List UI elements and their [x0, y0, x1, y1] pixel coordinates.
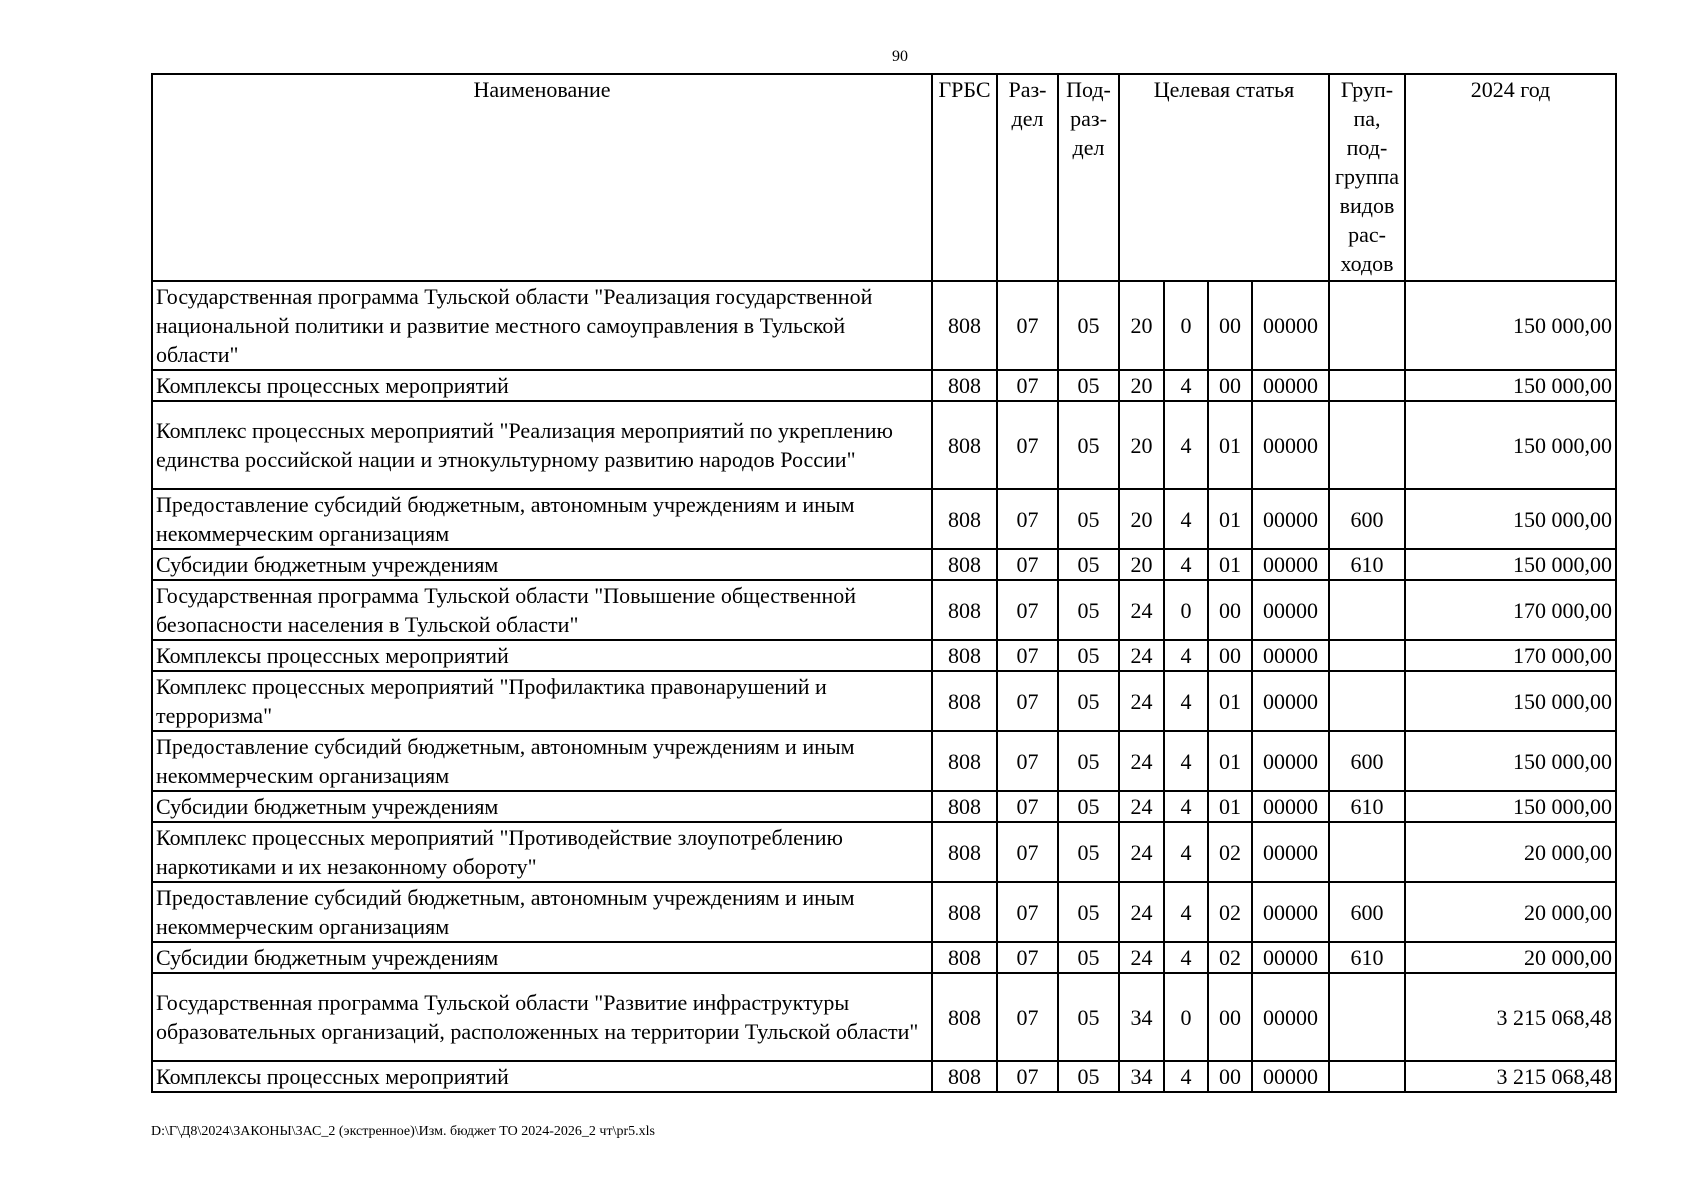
cell-cs2: 4 — [1164, 401, 1208, 489]
cell-razdel: 07 — [997, 640, 1058, 671]
cell-cs1: 24 — [1119, 791, 1164, 822]
cell-grbs: 808 — [932, 640, 997, 671]
cell-razdel: 07 — [997, 370, 1058, 401]
cell-razdel: 07 — [997, 489, 1058, 549]
cell-razdel: 07 — [997, 1061, 1058, 1092]
budget-table — [151, 73, 1617, 1093]
cell-cs4: 00000 — [1252, 640, 1329, 671]
cell-name: Предоставление субсидий бюджетным, автономным учреждениям и иным некоммерческим организациям — [152, 882, 932, 942]
cell-cs1: 24 — [1119, 640, 1164, 671]
cell-cs1: 34 — [1119, 1061, 1164, 1092]
table-row — [152, 489, 1616, 549]
table-row — [152, 882, 1616, 942]
table-row — [152, 640, 1616, 671]
cell-cs4: 00000 — [1252, 731, 1329, 791]
cell-podrazdel: 05 — [1058, 882, 1119, 942]
cell-grbs: 808 — [932, 1061, 997, 1092]
cell-amount: 20 000,00 — [1405, 942, 1616, 973]
cell-cs3: 00 — [1208, 281, 1252, 370]
cell-cs3: 00 — [1208, 973, 1252, 1061]
cell-name: Государственная программа Тульской области "Развитие инфраструктуры образовательных организаций, расположенных на территории Тульской области" — [152, 973, 932, 1061]
cell-cs1: 20 — [1119, 401, 1164, 489]
cell-cs4: 00000 — [1252, 549, 1329, 580]
cell-podrazdel: 05 — [1058, 370, 1119, 401]
cell-name: Предоставление субсидий бюджетным, автономным учреждениям и иным некоммерческим организациям — [152, 489, 932, 549]
cell-grbs: 808 — [932, 671, 997, 731]
cell-cs2: 4 — [1164, 731, 1208, 791]
cell-amount: 3 215 068,48 — [1405, 973, 1616, 1061]
header-year: 2024 год — [1405, 74, 1616, 281]
cell-cs3: 01 — [1208, 671, 1252, 731]
cell-vr — [1329, 580, 1405, 640]
cell-podrazdel: 05 — [1058, 942, 1119, 973]
cell-podrazdel: 05 — [1058, 281, 1119, 370]
cell-vr — [1329, 401, 1405, 489]
cell-grbs: 808 — [932, 580, 997, 640]
cell-cs3: 00 — [1208, 580, 1252, 640]
header-group: Груп-па, под-группа видов рас-ходов — [1329, 74, 1405, 281]
cell-cs2: 0 — [1164, 973, 1208, 1061]
cell-cs2: 4 — [1164, 1061, 1208, 1092]
cell-name: Комплекс процессных мероприятий "Реализация мероприятий по укреплению единства российской нации и этнокультурному развитию народов России" — [152, 401, 932, 489]
cell-vr — [1329, 370, 1405, 401]
header-target: Целевая статья — [1119, 74, 1329, 281]
cell-name: Комплекс процессных мероприятий "Противодействие злоупотреблению наркотиками и их незаконному обороту" — [152, 822, 932, 882]
cell-podrazdel: 05 — [1058, 489, 1119, 549]
cell-razdel: 07 — [997, 401, 1058, 489]
cell-podrazdel: 05 — [1058, 580, 1119, 640]
cell-cs3: 02 — [1208, 942, 1252, 973]
cell-cs3: 01 — [1208, 549, 1252, 580]
cell-name: Субсидии бюджетным учреждениям — [152, 791, 932, 822]
table-body — [152, 281, 1616, 1092]
cell-name: Государственная программа Тульской области "Реализация государственной национальной политики и развитие местного самоуправления в Тульской области" — [152, 281, 932, 370]
cell-cs2: 0 — [1164, 580, 1208, 640]
cell-razdel: 07 — [997, 281, 1058, 370]
cell-razdel: 07 — [997, 882, 1058, 942]
header-name: Наименование — [152, 74, 932, 281]
cell-amount: 150 000,00 — [1405, 791, 1616, 822]
cell-vr: 600 — [1329, 489, 1405, 549]
cell-cs4: 00000 — [1252, 882, 1329, 942]
cell-podrazdel: 05 — [1058, 671, 1119, 731]
header-podrazdel: Под-раз-дел — [1058, 74, 1119, 281]
table-row — [152, 580, 1616, 640]
cell-cs2: 4 — [1164, 549, 1208, 580]
cell-amount: 150 000,00 — [1405, 549, 1616, 580]
cell-cs4: 00000 — [1252, 1061, 1329, 1092]
cell-name: Субсидии бюджетным учреждениям — [152, 942, 932, 973]
table-row — [152, 973, 1616, 1061]
cell-name: Субсидии бюджетным учреждениям — [152, 549, 932, 580]
cell-cs4: 00000 — [1252, 791, 1329, 822]
cell-razdel: 07 — [997, 822, 1058, 882]
cell-vr — [1329, 822, 1405, 882]
cell-amount: 150 000,00 — [1405, 281, 1616, 370]
cell-amount: 170 000,00 — [1405, 580, 1616, 640]
cell-grbs: 808 — [932, 973, 997, 1061]
cell-vr: 610 — [1329, 791, 1405, 822]
cell-cs2: 4 — [1164, 822, 1208, 882]
cell-podrazdel: 05 — [1058, 640, 1119, 671]
cell-name: Комплексы процессных мероприятий — [152, 370, 932, 401]
cell-podrazdel: 05 — [1058, 822, 1119, 882]
cell-cs4: 00000 — [1252, 401, 1329, 489]
cell-name: Государственная программа Тульской области "Повышение общественной безопасности населения в Тульской области" — [152, 580, 932, 640]
cell-grbs: 808 — [932, 942, 997, 973]
cell-cs1: 34 — [1119, 973, 1164, 1061]
page-number: 90 — [892, 48, 908, 65]
cell-vr — [1329, 973, 1405, 1061]
cell-cs2: 4 — [1164, 942, 1208, 973]
cell-cs4: 00000 — [1252, 822, 1329, 882]
cell-cs2: 4 — [1164, 671, 1208, 731]
table-row — [152, 370, 1616, 401]
cell-cs1: 24 — [1119, 671, 1164, 731]
cell-cs3: 01 — [1208, 489, 1252, 549]
table-header-row — [152, 74, 1616, 281]
cell-cs4: 00000 — [1252, 973, 1329, 1061]
cell-grbs: 808 — [932, 281, 997, 370]
cell-cs1: 20 — [1119, 281, 1164, 370]
cell-podrazdel: 05 — [1058, 549, 1119, 580]
cell-vr: 610 — [1329, 942, 1405, 973]
cell-podrazdel: 05 — [1058, 731, 1119, 791]
cell-grbs: 808 — [932, 791, 997, 822]
cell-vr — [1329, 281, 1405, 370]
cell-grbs: 808 — [932, 549, 997, 580]
cell-grbs: 808 — [932, 822, 997, 882]
cell-cs3: 01 — [1208, 731, 1252, 791]
cell-name: Комплексы процессных мероприятий — [152, 640, 932, 671]
table-row — [152, 822, 1616, 882]
cell-amount: 3 215 068,48 — [1405, 1061, 1616, 1092]
cell-cs3: 00 — [1208, 370, 1252, 401]
cell-razdel: 07 — [997, 580, 1058, 640]
header-razdel: Раз-дел — [997, 74, 1058, 281]
cell-vr — [1329, 671, 1405, 731]
table-row — [152, 401, 1616, 489]
cell-cs2: 4 — [1164, 640, 1208, 671]
cell-razdel: 07 — [997, 791, 1058, 822]
cell-podrazdel: 05 — [1058, 973, 1119, 1061]
cell-razdel: 07 — [997, 671, 1058, 731]
cell-cs4: 00000 — [1252, 281, 1329, 370]
cell-grbs: 808 — [932, 489, 997, 549]
cell-podrazdel: 05 — [1058, 401, 1119, 489]
header-grbs: ГРБС — [932, 74, 997, 281]
cell-razdel: 07 — [997, 973, 1058, 1061]
cell-cs4: 00000 — [1252, 580, 1329, 640]
cell-grbs: 808 — [932, 882, 997, 942]
cell-name: Комплекс процессных мероприятий "Профилактика правонарушений и терроризма" — [152, 671, 932, 731]
table-row — [152, 942, 1616, 973]
cell-razdel: 07 — [997, 942, 1058, 973]
table-row — [152, 731, 1616, 791]
cell-vr: 610 — [1329, 549, 1405, 580]
cell-cs1: 20 — [1119, 370, 1164, 401]
table-row — [152, 1061, 1616, 1092]
cell-amount: 170 000,00 — [1405, 640, 1616, 671]
cell-amount: 150 000,00 — [1405, 401, 1616, 489]
cell-vr — [1329, 640, 1405, 671]
cell-cs3: 02 — [1208, 882, 1252, 942]
cell-cs1: 24 — [1119, 942, 1164, 973]
footer-file-path: D:\Г\Д8\2024\ЗАКОНЫ\ЗАС_2 (экстренное)\Изм. бюджет ТО 2024-2026_2 чт\pr5.xls — [151, 1124, 655, 1139]
cell-cs4: 00000 — [1252, 370, 1329, 401]
table-row — [152, 671, 1616, 731]
cell-cs1: 24 — [1119, 731, 1164, 791]
cell-amount: 150 000,00 — [1405, 731, 1616, 791]
cell-cs1: 24 — [1119, 822, 1164, 882]
cell-cs2: 0 — [1164, 281, 1208, 370]
cell-cs1: 24 — [1119, 580, 1164, 640]
table-row — [152, 549, 1616, 580]
cell-cs1: 20 — [1119, 549, 1164, 580]
cell-vr — [1329, 1061, 1405, 1092]
cell-amount: 20 000,00 — [1405, 822, 1616, 882]
cell-grbs: 808 — [932, 370, 997, 401]
cell-vr: 600 — [1329, 882, 1405, 942]
cell-razdel: 07 — [997, 549, 1058, 580]
cell-cs3: 01 — [1208, 401, 1252, 489]
table-row — [152, 281, 1616, 370]
cell-vr: 600 — [1329, 731, 1405, 791]
cell-cs2: 4 — [1164, 370, 1208, 401]
cell-name: Предоставление субсидий бюджетным, автономным учреждениям и иным некоммерческим организациям — [152, 731, 932, 791]
cell-cs2: 4 — [1164, 489, 1208, 549]
cell-cs1: 24 — [1119, 882, 1164, 942]
cell-cs4: 00000 — [1252, 489, 1329, 549]
cell-cs4: 00000 — [1252, 942, 1329, 973]
cell-cs4: 00000 — [1252, 671, 1329, 731]
cell-cs3: 02 — [1208, 822, 1252, 882]
cell-razdel: 07 — [997, 731, 1058, 791]
cell-podrazdel: 05 — [1058, 1061, 1119, 1092]
cell-amount: 150 000,00 — [1405, 489, 1616, 549]
cell-amount: 20 000,00 — [1405, 882, 1616, 942]
cell-grbs: 808 — [932, 401, 997, 489]
cell-name: Комплексы процессных мероприятий — [152, 1061, 932, 1092]
cell-cs2: 4 — [1164, 791, 1208, 822]
table-row — [152, 791, 1616, 822]
cell-podrazdel: 05 — [1058, 791, 1119, 822]
cell-cs3: 01 — [1208, 791, 1252, 822]
cell-amount: 150 000,00 — [1405, 671, 1616, 731]
cell-cs3: 00 — [1208, 640, 1252, 671]
cell-amount: 150 000,00 — [1405, 370, 1616, 401]
cell-cs2: 4 — [1164, 882, 1208, 942]
cell-grbs: 808 — [932, 731, 997, 791]
cell-cs3: 00 — [1208, 1061, 1252, 1092]
cell-cs1: 20 — [1119, 489, 1164, 549]
